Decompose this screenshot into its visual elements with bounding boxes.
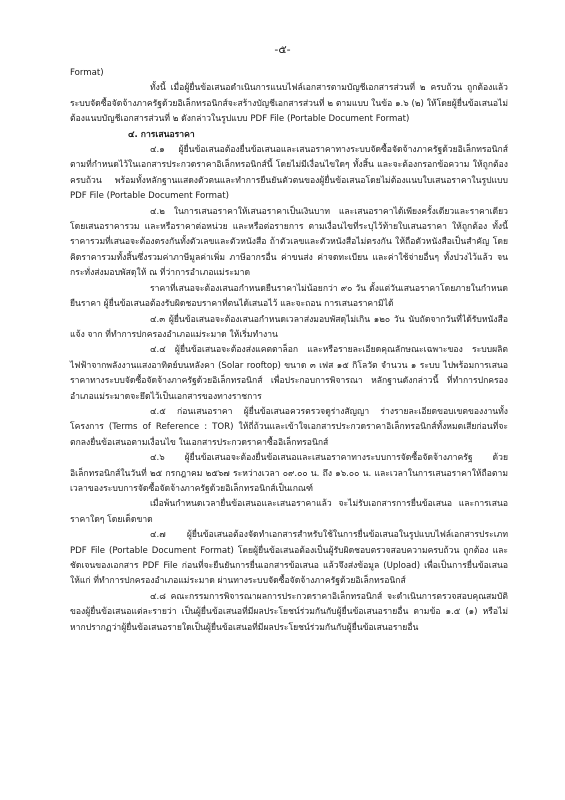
paragraph: ๔.๖ ผู้ยื่นข้อเสนอจะต้องยื่นข้อเสนอและเสนอราคาทางระบบการจัดซื้อจัดจ้างภาครัฐ ด้วยอิเล็กทรอนิกส์ในวันที่ ๒๕ กรกฎาคม ๒๕๖๗ ระหว่างเวลา ๐๙.๐๐ น. ถึง ๑๖.๐๐ น. และเวลาในการเสนอราคาให้ถือตามเวลาของระบบการจัดซื้อจัดจ้างภาครัฐด้วยอิเล็กทรอนิกส์เป็นเกณฑ์ xyxy=(70,453,508,494)
paragraph: ๔.๑ ผู้ยื่นข้อเสนอต้องยื่นข้อเสนอและเสนอราคาทางระบบจัดซื้อจัดจ้างภาครัฐด้วยอิเล็กทรอนิกส์ตามที่กำหนดไว้ในเอกสารประกวดราคาอิเล็กทรอนิกส์นี้ โดยไม่มีเงื่อนไขใดๆ ทั้งสิ้น และจะต้องกรอกข้อความ ให้ถูกต้องครบถ้วน พร้อมทั้งหลักฐานแสดงตัวตนและทำการยืนยันตัวตนของผู้ยื่นข้อเสนอโดยไม่ต้องแนบใบเสนอราคาในรูปแบบ PDF File (Portable Document Format) xyxy=(70,145,508,202)
paragraph: ราคาที่เสนอจะต้องเสนอกำหนดยืนราคาไม่น้อยกว่า ๙๐ วัน ตั้งแต่วันเสนอราคาโดยภายในกำหนดยืนราคา ผู้ยื่นข้อเสนอต้องรับผิดชอบราคาที่ตนได้เสนอไว้ และจะถอน การเสนอราคามิได้ xyxy=(70,283,508,310)
paragraph: เมื่อพ้นกำหนดเวลายื่นข้อเสนอและเสนอราคาแล้ว จะไม่รับเอกสารการยื่นข้อเสนอ และการเสนอราคาใดๆ โดยเด็ดขาด xyxy=(70,499,508,525)
paragraph: Format) xyxy=(70,68,104,78)
page-number: -๕- xyxy=(274,43,291,56)
paragraph: ๔.๓ ผู้ยื่นข้อเสนอจะต้องเสนอกำหนดเวลาส่งมอบพัสดุไม่เกิน ๑๒๐ วัน นับถัดจากวันที่ได้รับหนังสือแจ้ง จาก ที่ทำการปกครองอำเภอแม่ระมาด ให้เริ่มทำงาน xyxy=(70,314,508,340)
paragraph: ๔.๕ ก่อนเสนอราคา ผู้ยื่นข้อเสนอควรตรวจดูร่างสัญญา ร่างรายละเอียดขอบเขตของงานทั้งโครงการ (Terms of Reference : TOR) ให้ถี่ถ้วนและเข้าใจเอกสารประกวดราคาอิเล็กทรอนิกส์ทั้งหมดเสียก่อนที่จะตกลงยื่นข้อเสนอตามเงื่อนไข ในเอกสารประกวดราคาซื้ออิเล็กทรอนิกส์ xyxy=(70,406,508,448)
paragraph: ๔.๔ ผู้ยื่นข้อเสนอจะต้องส่งแคตตาล็อก และหรือรายละเอียดคุณลักษณะเฉพาะของ ระบบผลิตไฟฟ้าจากพลังงานแสงอาทิตย์บนหลังคา (Solar rooftop) ขนาด ๓ เฟส ๑๕ กิโลวัต จำนวน ๑ ระบบ ไปพร้อมการเสนอราคาทางระบบจัดซื้อจัดจ้างภาครัฐด้วยอิเล็กทรอนิกส์ เพื่อประกอบการพิจารณา หลักฐานดังกล่าวนี้ ที่ทำการปกครองอำเภอแม่ระมาดจะยึดไว้เป็นเอกสารของทางราชการ xyxy=(70,345,508,402)
document-body xyxy=(70,66,508,636)
section-heading: ๔. การเสนอราคา xyxy=(128,129,195,140)
paragraph: ๔.๗ ผู้ยื่นข้อเสนอต้องจัดทำเอกสารสำหรับใช้ในการยื่นข้อเสนอในรูปแบบไฟล์เอกสารประเภท PDF File (Portable Document Format) โดยผู้ยื่นข้อเสนอต้องเป็นผู้รับผิดชอบตรวจสอบความครบถ้วน ถูกต้อง และชัดเจนของเอกสาร PDF File ก่อนที่จะยืนยันการยื่นเอกสารข้อเสนอ แล้วจึงส่งข้อมูล (Upload) เพื่อเป็นการยื่นข้อเสนอให้แก่ ที่ทำการปกครองอำเภอแม่ระมาด ผ่านทางระบบจัดซื้อจัดจ้างภาครัฐด้วยอิเล็กทรอนิกส์ xyxy=(70,530,508,587)
paragraph: ๔.๒ ในการเสนอราคาให้เสนอราคาเป็นเงินบาท และเสนอราคาได้เพียงครั้งเดียวและราคาเดียว โดยเสนอราคารวม และหรือราคาต่อหน่วย และหรือต่อรายการ ตามเงื่อนไขที่ระบุไว้ท้ายใบเสนอราคา ให้ถูกต้อง ทั้งนี้ ราคารวมที่เสนอจะต้องตรงกันทั้งตัวเลขและตัวหนังสือ ถ้าตัวเลขและตัวหนังสือไม่ตรงกัน ให้ถือตัวหนังสือเป็นสำคัญ โดยคิดราคารวมทั้งสิ้นซึ่งรวมค่าภาษีมูลค่าเพิ่ม ภาษีอากรอื่น ค่าขนส่ง ค่าจดทะเบียน และค่าใช้จ่ายอื่นๆ ทั้งปวงไว้แล้ว จนกระทั่งส่งมอบพัสดุให้ ณ ที่ว่าการอำเภอแม่ระมาด xyxy=(70,206,508,279)
paragraph: ทั้งนี้ เมื่อผู้ยื่นข้อเสนอดำเนินการแนบไฟล์เอกสารตามบัญชีเอกสารส่วนที่ ๒ ครบถ้วน ถูกต้องแล้ว ระบบจัดซื้อจัดจ้างภาครัฐด้วยอิเล็กทรอนิกส์จะสร้างบัญชีเอกสารส่วนที่ ๒ ตามแบบ ในข้อ ๑.๖ (๒) ให้โดยผู้ยื่นข้อเสนอไม่ต้องแนบบัญชีเอกสารส่วนที่ ๒ ดังกล่าวในรูปแบบ PDF File (Portable Document Format) xyxy=(70,83,508,125)
paragraph: ๔.๘ คณะกรรมการพิจารณาผลการประกวดราคาอิเล็กทรอนิกส์ จะดำเนินการตรวจสอบคุณสมบัติของผู้ยื่นข้อเสนอแต่ละรายว่า เป็นผู้ยื่นข้อเสนอที่มีผลประโยชน์ร่วมกันกับผู้ยื่นข้อเสนอรายอื่น ตามข้อ ๑.๕ (๑) หรือไม่ หากปรากฏว่าผู้ยื่นข้อเสนอรายใดเป็นผู้ยื่นข้อเสนอที่มีผลประโยชน์ร่วมกันกับผู้ยื่นข้อเสนอรายอื่น xyxy=(70,591,508,633)
